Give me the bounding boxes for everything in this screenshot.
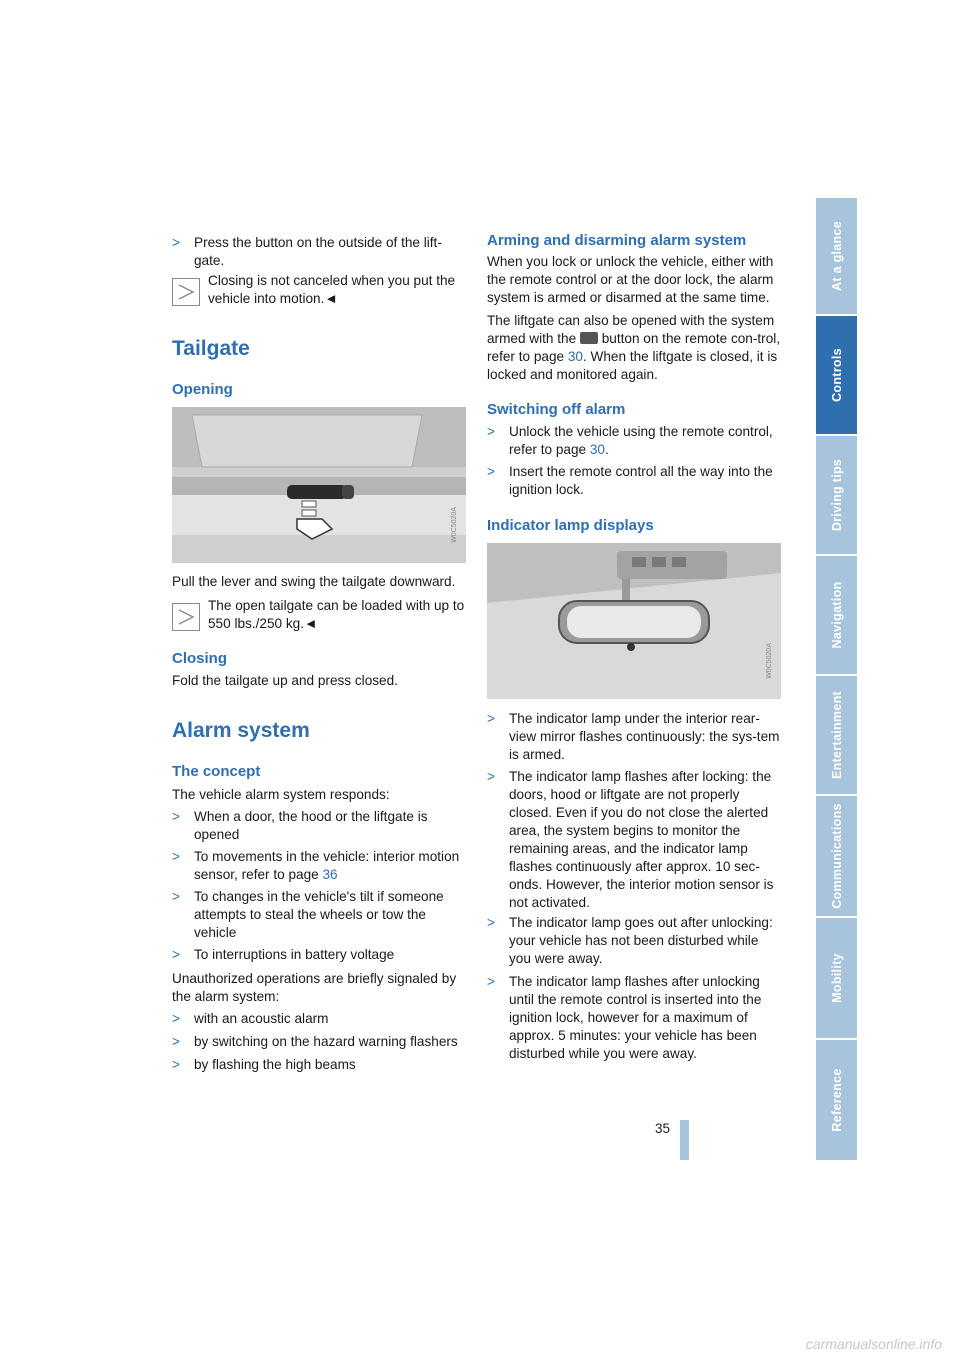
list-item: > with an acoustic alarm bbox=[172, 1011, 329, 1026]
note: The open tailgate can be loaded with up to 550 lbs./250 kg.◄ bbox=[172, 597, 466, 633]
watermark: carmanualsonline.info bbox=[805, 1336, 942, 1352]
list-item: > Insert the remote control all the way into the ignition lock. bbox=[487, 464, 773, 497]
note-icon bbox=[172, 278, 200, 306]
list-item: > The indicator lamp under the interior rear-view mirror flashes continuously: the sys-tem is armed. bbox=[487, 711, 780, 762]
note: Closing is not canceled when you put the vehicle into motion.◄ bbox=[172, 272, 466, 308]
tab-mobility[interactable]: Mobility bbox=[816, 918, 857, 1038]
list-item: > The indicator lamp goes out after unlocking: your vehicle has not been disturbed while you were away. bbox=[487, 915, 773, 966]
list-item: > The indicator lamp flashes after unlocking until the remote control is inserted into the ignition lock, however for a maximum of approx. 5 minutes: your vehicle has been disturbed while you were away. bbox=[487, 974, 762, 1061]
list-item: > To interruptions in battery voltage bbox=[172, 947, 395, 962]
closing-text: Fold the tailgate up and press closed. bbox=[172, 673, 398, 688]
page-link[interactable]: 30 bbox=[567, 349, 583, 364]
list-item: > When a door, the hood or the liftgate is opened bbox=[172, 809, 428, 842]
arming-text: When you lock or unlock the vehicle, either with the remote control or at the door lock, the alarm system is armed or disarmed at the same time. bbox=[487, 254, 774, 305]
tab-communications[interactable]: Communications bbox=[816, 796, 857, 916]
tab-entertainment[interactable]: Entertainment bbox=[816, 676, 857, 794]
list-item: > To changes in the vehicle's tilt if someone attempts to steal the wheels or tow the vehicle bbox=[172, 889, 444, 940]
subsection-title-switching-off: Switching off alarm bbox=[487, 401, 626, 418]
list-item: > Press the button on the outside of the lift-gate. bbox=[172, 235, 442, 268]
concept-text: The vehicle alarm system responds: bbox=[172, 787, 390, 802]
list-item: > The indicator lamp flashes after locking: the doors, hood or liftgate are not properly closed. Even if you do not close the alerted area, the system begins to monitor the remaining areas, and the indicator lamp flashes continuously after approx. 10 sec-onds. However, the interior motion sensor is not activated. bbox=[487, 769, 774, 910]
page-number-bar bbox=[680, 1120, 689, 1160]
list-item: > To movements in the vehicle: interior motion sensor, refer to page 36 bbox=[172, 849, 460, 882]
page-link[interactable]: 30 bbox=[589, 442, 605, 457]
tailgate-lever-photo: W0C5020A bbox=[172, 407, 466, 563]
tab-navigation[interactable]: Navigation bbox=[816, 556, 857, 674]
page-number: 35 bbox=[654, 1121, 670, 1136]
list-item: > by switching on the hazard warning flashers bbox=[172, 1034, 458, 1049]
tab-reference[interactable]: Reference bbox=[816, 1040, 857, 1160]
subsection-title-concept: The concept bbox=[172, 763, 261, 780]
page-link[interactable]: 36 bbox=[322, 867, 338, 882]
subsection-title-closing: Closing bbox=[172, 650, 227, 667]
rearview-mirror-photo: W0C5020A bbox=[487, 543, 781, 699]
unauthorized-text: Unauthorized operations are briefly signaled by the alarm system: bbox=[172, 971, 457, 1004]
opening-text: Pull the lever and swing the tailgate downward. bbox=[172, 574, 456, 589]
subsection-title-opening: Opening bbox=[172, 381, 233, 398]
chapter-tabs bbox=[816, 198, 857, 1160]
tab-driving-tips[interactable]: Driving tips bbox=[816, 436, 857, 554]
subsection-title-indicator: Indicator lamp displays bbox=[487, 517, 654, 534]
section-title-alarm-system: Alarm system bbox=[172, 719, 310, 742]
list-item: > Unlock the vehicle using the remote control, refer to page 30. bbox=[487, 424, 773, 457]
list-item: > by flashing the high beams bbox=[172, 1057, 356, 1072]
remote-button-icon bbox=[580, 332, 598, 344]
tab-at-a-glance[interactable]: At a glance bbox=[816, 198, 857, 314]
tab-controls[interactable]: Controls bbox=[816, 316, 857, 434]
subsection-title-arming: Arming and disarming alarm system bbox=[487, 232, 747, 249]
liftgate-text: The liftgate can also be opened with the system armed with the button on the remote con-trol, refer to page 30. When the liftgate is closed, it is locked and monitored again. bbox=[487, 313, 781, 382]
note-icon bbox=[172, 603, 200, 631]
section-title-tailgate: Tailgate bbox=[172, 337, 250, 360]
